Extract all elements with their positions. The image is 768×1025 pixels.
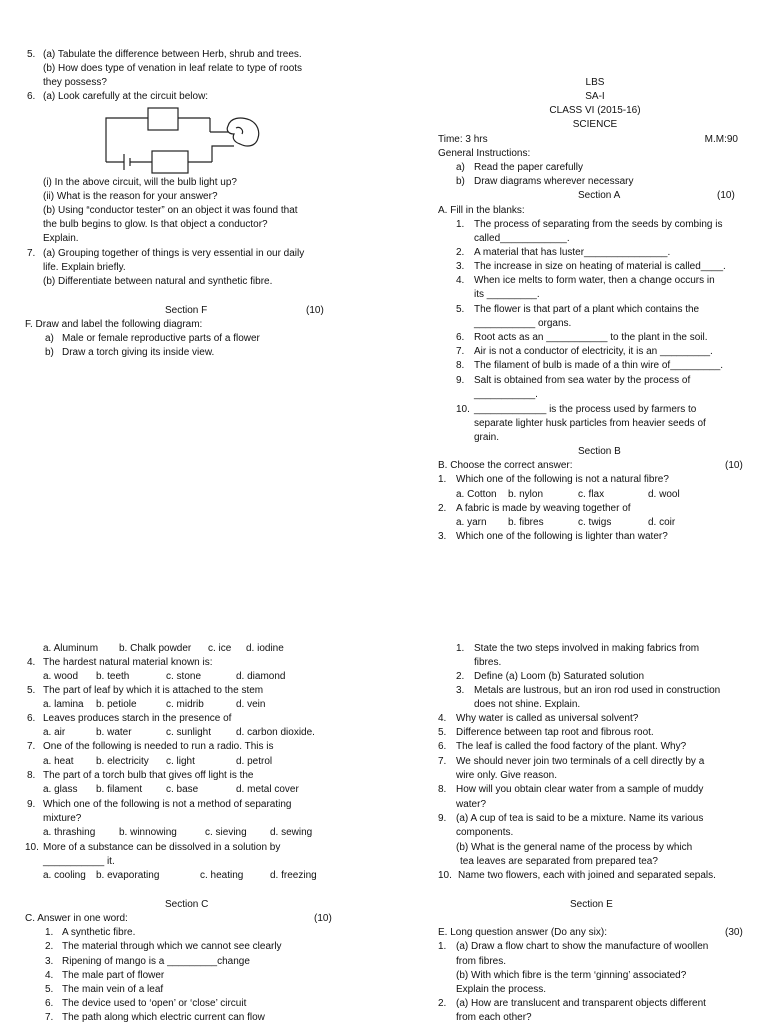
q4-number: 4. xyxy=(27,657,36,668)
section-a-number: 6. xyxy=(456,332,465,343)
option: a. glass xyxy=(43,784,78,795)
option: b. winnowing xyxy=(119,827,177,838)
option: b. filament xyxy=(96,784,143,795)
option: d. metal cover xyxy=(236,784,299,795)
instruction-a: Read the paper carefully xyxy=(474,162,583,173)
option: a. wood xyxy=(43,671,79,682)
general-instructions-heading: General Instructions: xyxy=(438,148,531,159)
section-d-number: 4. xyxy=(438,713,447,724)
option: d. petrol xyxy=(236,756,273,767)
section-a-line: The flower is that part of a plant which contains the xyxy=(474,304,700,315)
option: a. Aluminum xyxy=(43,643,99,654)
option: c. twigs xyxy=(578,517,612,528)
option: c. heating xyxy=(200,870,244,881)
section-a-line: _____________ is the process used by farmers to xyxy=(474,404,697,415)
section-c-item: The material through which we cannot see clearly xyxy=(62,941,282,952)
section-a-line: When ice melts to form water, then a change occurs in xyxy=(474,275,715,286)
option: c. flax xyxy=(578,489,605,500)
bulb-filament xyxy=(236,127,243,134)
section-d-line: Metals are lustrous, but an iron rod used in construction xyxy=(474,685,721,696)
section-a-number: 9. xyxy=(456,375,465,386)
section-c-marks: (10) xyxy=(314,913,332,924)
option: c. sunlight xyxy=(166,727,212,738)
circuit-switch-box-top xyxy=(148,108,178,130)
q7-text: One of the following is needed to run a radio. This is xyxy=(43,741,274,752)
section-c-number: 4. xyxy=(45,970,54,981)
section-d-line: The leaf is called the food factory of the plant. Why? xyxy=(456,741,687,752)
option: c. sieving xyxy=(205,827,247,838)
q7-part-a-line2: life. Explain briefly. xyxy=(43,262,126,273)
section-d-number: 7. xyxy=(438,756,447,767)
option: d. carbon dioxide. xyxy=(236,727,315,738)
max-marks: M.M:90 xyxy=(704,134,738,145)
section-a-heading: A. Fill in the blanks: xyxy=(438,205,525,216)
section-d-number: 3. xyxy=(456,685,465,696)
q9-text-line1: Which one of the following is not a method of separating xyxy=(43,799,292,810)
section-a-line: Root acts as an ___________ to the plant in the soil. xyxy=(474,332,708,343)
section-a-line: grain. xyxy=(474,432,500,443)
section-f-item-a-marker: a) xyxy=(45,333,54,344)
q6-part-ii: (ii) What is the reason for your answer? xyxy=(43,191,218,202)
q7-number: 7. xyxy=(27,741,36,752)
option: b. water xyxy=(96,727,132,738)
option: c. light xyxy=(166,756,195,767)
q5-number: 5. xyxy=(27,49,36,60)
section-a-line: A material that has luster_______________. xyxy=(474,247,671,258)
section-f-item-b: Draw a torch giving its inside view. xyxy=(62,347,215,358)
section-e-line: Explain the process. xyxy=(456,984,547,995)
section-a-marks: (10) xyxy=(717,190,735,201)
section-e-line: from fibres. xyxy=(456,956,507,967)
section-a-line: its _________. xyxy=(474,289,540,300)
circuit-diagram xyxy=(100,104,270,174)
section-e-line: (b) With which fibre is the term ‘ginning’ associated? xyxy=(456,970,687,981)
q5-part-a: (a) Tabulate the difference between Herb, shrub and trees. xyxy=(43,49,302,60)
q10-text-line2: ___________ it. xyxy=(43,856,115,867)
section-d-number: 5. xyxy=(438,727,447,738)
section-e-line: from each other? xyxy=(456,1012,532,1023)
section-f-item-b-marker: b) xyxy=(45,347,54,358)
section-d-line: fibres. xyxy=(474,657,502,668)
instruction-a-marker: a) xyxy=(456,162,465,173)
section-c-item: The male part of flower xyxy=(62,970,165,981)
section-d-line: (a) A cup of tea is said to be a mixture. Name its various xyxy=(456,813,704,824)
option: c. midrib xyxy=(166,699,204,710)
section-c-item: Ripening of mango is a _________change xyxy=(62,956,250,967)
section-a-title: Section A xyxy=(578,190,621,201)
option: a. air xyxy=(43,727,66,738)
circuit-wire-top xyxy=(106,118,148,162)
section-b-q3: Which one of the following is lighter than water? xyxy=(456,531,668,542)
option: b. petiole xyxy=(96,699,137,710)
option: d. wool xyxy=(648,489,680,500)
q8-text: The part of a torch bulb that gives off light is the xyxy=(43,770,254,781)
q6-part-a: (a) Look carefully at the circuit below: xyxy=(43,91,209,102)
section-b-q1-number: 1. xyxy=(438,474,447,485)
section-f-title: Section F xyxy=(165,305,208,316)
section-c-number: 3. xyxy=(45,956,54,967)
section-b-marks: (10) xyxy=(725,460,743,471)
option: a. Cotton xyxy=(456,489,497,500)
section-d-line: Define (a) Loom (b) Saturated solution xyxy=(474,671,645,682)
section-e-heading: E. Long question answer (Do any six): xyxy=(438,927,607,938)
q7-number: 7. xyxy=(27,248,36,259)
section-e-line: (a) Draw a flow chart to show the manufacture of woollen xyxy=(456,941,709,952)
section-a-number: 3. xyxy=(456,261,465,272)
section-b-title: Section B xyxy=(578,446,621,457)
option: c. stone xyxy=(166,671,202,682)
section-d-line: We should never join two terminals of a cell directly by a xyxy=(456,756,705,767)
option: b. Chalk powder xyxy=(119,643,192,654)
section-e-number: 1. xyxy=(438,941,447,952)
section-d-line: State the two steps involved in making fabrics from xyxy=(474,643,700,654)
section-a-line: The process of separating from the seeds by combing is xyxy=(474,219,723,230)
option: d. diamond xyxy=(236,671,286,682)
section-a-line: The increase in size on heating of material is called____. xyxy=(474,261,726,272)
section-d-line: wire only. Give reason. xyxy=(456,770,557,781)
section-d-number: 8. xyxy=(438,784,447,795)
section-e-line: (a) How are translucent and transparent objects different xyxy=(456,998,706,1009)
q9-number: 9. xyxy=(27,799,36,810)
section-d-line: water? xyxy=(456,799,487,810)
q6-number: 6. xyxy=(27,713,36,724)
section-b-q3-number: 3. xyxy=(438,531,447,542)
section-c-item: The main vein of a leaf xyxy=(62,984,164,995)
section-d-number: 2. xyxy=(456,671,465,682)
circuit-box-bottom xyxy=(152,151,188,173)
exam-name: SA-I xyxy=(585,91,605,102)
exam-time: Time: 3 hrs xyxy=(438,134,488,145)
q9-text-line2: mixture? xyxy=(43,813,82,824)
q6-part-b-line1: (b) Using “conductor tester” on an object it was found that xyxy=(43,205,298,216)
section-d-line: components. xyxy=(456,827,514,838)
option: b. teeth xyxy=(96,671,130,682)
section-a-number: 10. xyxy=(456,404,470,415)
section-c-number: 2. xyxy=(45,941,54,952)
q6-part-i: (i) In the above circuit, will the bulb light up? xyxy=(43,177,237,188)
q5-part-b-line1: (b) How does type of venation in leaf relate to type of roots xyxy=(43,63,303,74)
section-a-line: ___________ organs. xyxy=(474,318,572,329)
q6-text: Leaves produces starch in the presence of xyxy=(43,713,232,724)
option: d. freezing xyxy=(270,870,317,881)
option: c. base xyxy=(166,784,199,795)
q6-part-b-line3: Explain. xyxy=(43,233,79,244)
option: a. heat xyxy=(43,756,74,767)
q6-part-b-line2: the bulb begins to glow. Is that object a conductor? xyxy=(43,219,268,230)
option: d. sewing xyxy=(270,827,313,838)
section-d-line: Difference between tap root and fibrous root. xyxy=(456,727,654,738)
section-a-number: 2. xyxy=(456,247,465,258)
option: a. yarn xyxy=(456,517,487,528)
class-name: CLASS VI (2015-16) xyxy=(549,105,641,116)
q5-part-b-line2: they possess? xyxy=(43,77,107,88)
section-a-number: 8. xyxy=(456,360,465,371)
section-c-number: 5. xyxy=(45,984,54,995)
q10-text-line1: More of a substance can be dissolved in a solution by xyxy=(43,842,281,853)
circuit-wire xyxy=(212,146,234,162)
section-a-number: 4. xyxy=(456,275,465,286)
section-a-line: separate lighter husk particles from heavier seeds of xyxy=(474,418,706,429)
section-d-number: 6. xyxy=(438,741,447,752)
section-b-q2-number: 2. xyxy=(438,503,447,514)
section-d-line: does not shine. Explain. xyxy=(474,699,581,710)
option: d. iodine xyxy=(246,643,284,654)
option: d. vein xyxy=(236,699,266,710)
subject-name: SCIENCE xyxy=(572,119,618,130)
option: c. ice xyxy=(208,643,232,654)
section-a-number: 5. xyxy=(456,304,465,315)
q4-text: The hardest natural material known is: xyxy=(43,657,213,668)
section-a-number: 7. xyxy=(456,346,465,357)
section-a-line: called____________. xyxy=(474,233,570,244)
option: b. nylon xyxy=(508,489,544,500)
option: a. thrashing xyxy=(43,827,96,838)
option: b. fibres xyxy=(508,517,544,528)
section-f-heading: F. Draw and label the following diagram: xyxy=(25,319,203,330)
q7-part-a-line1: (a) Grouping together of things is very essential in our daily xyxy=(43,248,305,259)
instruction-b-marker: b) xyxy=(456,176,465,187)
option: a. cooling xyxy=(43,870,86,881)
section-c-number: 1. xyxy=(45,927,54,938)
section-a-line: ___________. xyxy=(474,389,538,400)
section-a-line: The filament of bulb is made of a thin wire of_________. xyxy=(474,360,724,371)
section-a-number: 1. xyxy=(456,219,465,230)
section-c-heading: C. Answer in one word: xyxy=(25,913,128,924)
section-e-number: 2. xyxy=(438,998,447,1009)
section-f-marks: (10) xyxy=(306,305,324,316)
section-d-line: (b) What is the general name of the process by which xyxy=(456,842,693,853)
option: a. lamina xyxy=(43,699,84,710)
section-f-item-a: Male or female reproductive parts of a flower xyxy=(62,333,260,344)
section-a-line: Salt is obtained from sea water by the process of xyxy=(474,375,691,386)
section-c-number: 6. xyxy=(45,998,54,1009)
section-e-marks: (30) xyxy=(725,927,743,938)
section-a-line: Air is not a conductor of electricity, it is an _________. xyxy=(474,346,713,357)
section-e-title: Section E xyxy=(570,899,613,910)
q7-part-b: (b) Differentiate between natural and synthetic fibre. xyxy=(43,276,273,287)
section-d-line: Name two flowers, each with joined and separated sepals. xyxy=(458,870,716,881)
section-c-number: 7. xyxy=(45,1012,54,1023)
section-b-q2: A fabric is made by weaving together of xyxy=(456,503,631,514)
option: b. electricity xyxy=(96,756,149,767)
section-c-item: A synthetic fibre. xyxy=(62,927,136,938)
q8-number: 8. xyxy=(27,770,36,781)
section-d-number: 10. xyxy=(438,870,452,881)
school-name: LBS xyxy=(585,77,605,88)
section-b-q1: Which one of the following is not a natural fibre? xyxy=(456,474,669,485)
instruction-b: Draw diagrams wherever necessary xyxy=(474,176,634,187)
section-b-heading: B. Choose the correct answer: xyxy=(438,460,573,471)
section-d-number: 1. xyxy=(456,643,465,654)
q5-number: 5. xyxy=(27,685,36,696)
q6-number: 6. xyxy=(27,91,36,102)
section-c-item: The path along which electric current can flow xyxy=(62,1012,265,1023)
q10-number: 10. xyxy=(25,842,39,853)
section-d-line: How will you obtain clear water from a sample of muddy xyxy=(456,784,704,795)
section-d-line: Why water is called as universal solvent? xyxy=(456,713,639,724)
section-d-line: tea leaves are separated from prepared tea? xyxy=(460,856,658,867)
q5-text: The part of leaf by which it is attached to the stem xyxy=(43,685,264,696)
section-c-title: Section C xyxy=(165,899,209,910)
option: d. coir xyxy=(648,517,676,528)
section-d-number: 9. xyxy=(438,813,447,824)
section-c-item: The device used to ‘open’ or ‘close’ circuit xyxy=(62,998,247,1009)
option: b. evaporating xyxy=(96,870,160,881)
